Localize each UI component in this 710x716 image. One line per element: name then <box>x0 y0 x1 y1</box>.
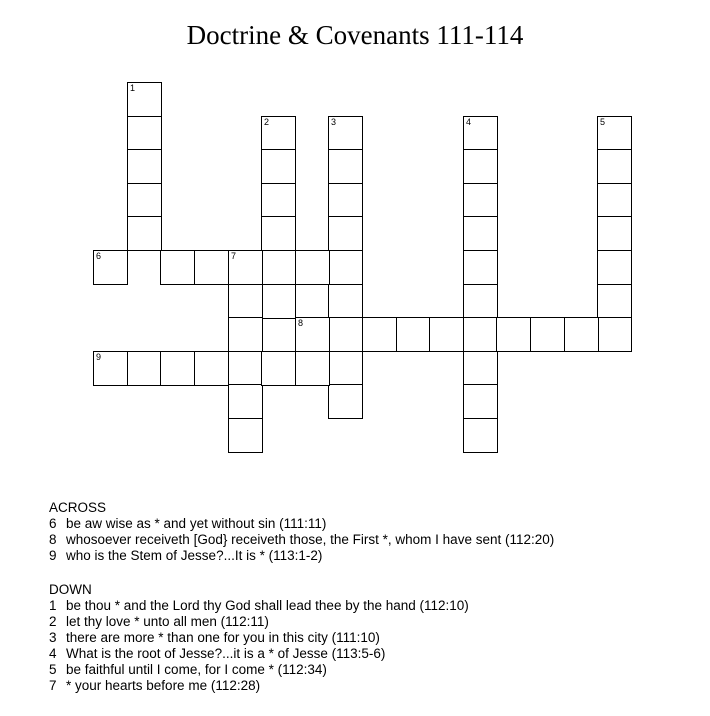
crossword-cell[interactable] <box>228 418 263 453</box>
clue-text: who is the Stem of Jesse?...It is * (113:1-2) <box>66 548 323 563</box>
crossword-cell[interactable] <box>396 317 431 352</box>
down-clues <box>49 582 469 694</box>
cell-number: 3 <box>331 117 337 127</box>
cell-number: 5 <box>600 117 606 127</box>
crossword-cell[interactable] <box>597 317 632 352</box>
crossword-cell[interactable] <box>194 351 229 386</box>
crossword-cell[interactable] <box>463 384 498 419</box>
crossword-cell[interactable] <box>429 317 464 352</box>
crossword-cell[interactable] <box>328 317 363 352</box>
crossword-cell[interactable] <box>127 149 162 184</box>
crossword-cell[interactable] <box>295 351 330 386</box>
crossword-cell[interactable] <box>597 250 632 285</box>
crossword-cell[interactable] <box>127 116 162 151</box>
crossword-cell[interactable] <box>127 216 162 251</box>
cell-number: 2 <box>264 117 270 127</box>
crossword-cell[interactable] <box>93 351 128 386</box>
clue-text: be aw wise as * and yet without sin (111:11) <box>66 516 327 531</box>
crossword-cell[interactable] <box>597 149 632 184</box>
clue-number: 6 <box>49 516 57 531</box>
crossword-cell[interactable] <box>328 183 363 218</box>
crossword-cell[interactable] <box>463 351 498 386</box>
cell-number: 6 <box>96 251 102 261</box>
crossword-cell[interactable] <box>463 284 498 319</box>
clue-number: 7 <box>49 678 57 693</box>
clue-row <box>49 614 469 630</box>
page-title: Doctrine & Covenants 111-114 <box>186 20 524 50</box>
crossword-cell[interactable] <box>228 284 263 319</box>
clue-row <box>49 532 554 548</box>
crossword-cell[interactable] <box>597 216 632 251</box>
clue-row <box>49 678 469 694</box>
crossword-cell[interactable] <box>93 250 128 285</box>
crossword-cell[interactable] <box>530 317 565 352</box>
crossword-cell[interactable] <box>261 116 296 151</box>
cell-number: 9 <box>96 352 102 362</box>
crossword-cell[interactable] <box>463 317 498 352</box>
clue-text: there are more * than one for you in this city (111:10) <box>66 630 380 645</box>
crossword-cell[interactable] <box>328 384 363 419</box>
clue-number: 1 <box>49 598 57 613</box>
clue-row <box>49 630 469 646</box>
crossword-cell[interactable] <box>127 183 162 218</box>
crossword-cell[interactable] <box>228 351 263 386</box>
clue-number: 5 <box>49 662 57 677</box>
clue-text: be thou * and the Lord thy God shall lead thee by the hand (112:10) <box>66 598 469 613</box>
crossword-cell[interactable] <box>261 284 296 319</box>
cell-number: 8 <box>298 318 304 328</box>
crossword-cell[interactable] <box>328 250 363 285</box>
crossword-cell[interactable] <box>564 317 599 352</box>
crossword-cell[interactable] <box>160 250 195 285</box>
crossword-cell[interactable] <box>463 250 498 285</box>
crossword-cell[interactable] <box>228 250 263 285</box>
clue-text: * your hearts before me (112:28) <box>66 678 261 693</box>
clue-number: 9 <box>49 548 57 563</box>
clue-number: 3 <box>49 630 57 645</box>
crossword-cell[interactable] <box>496 317 531 352</box>
crossword-cell[interactable] <box>228 317 263 352</box>
crossword-cell[interactable] <box>463 116 498 151</box>
crossword-cell[interactable] <box>328 351 363 386</box>
crossword-cell[interactable] <box>597 183 632 218</box>
cell-number: 1 <box>130 83 136 93</box>
clue-text: What is the root of Jesse?...it is a * of Jesse (113:5-6) <box>66 646 386 661</box>
clue-row <box>49 662 469 678</box>
clue-number: 4 <box>49 646 57 661</box>
crossword-cell[interactable] <box>328 284 363 319</box>
clue-number: 8 <box>49 532 57 547</box>
crossword-cell[interactable] <box>328 216 363 251</box>
cell-number: 7 <box>231 251 237 261</box>
crossword-cell[interactable] <box>328 149 363 184</box>
across-clues <box>49 500 554 564</box>
crossword-cell[interactable] <box>261 216 296 251</box>
clue-row <box>49 516 554 532</box>
crossword-cell[interactable] <box>127 82 162 117</box>
clue-row <box>49 598 469 614</box>
crossword-cell[interactable] <box>261 351 296 386</box>
clue-number: 2 <box>49 614 57 629</box>
crossword-cell[interactable] <box>362 317 397 352</box>
crossword-cell[interactable] <box>261 149 296 184</box>
crossword-cell[interactable] <box>463 418 498 453</box>
clue-row <box>49 646 469 662</box>
crossword-cell[interactable] <box>261 183 296 218</box>
clue-text: whosoever receiveth [God} receiveth those, the First *, whom I have sent (112:20) <box>66 532 555 547</box>
cell-number: 4 <box>466 117 472 127</box>
clue-text: let thy love * unto all men (112:11) <box>66 614 269 629</box>
crossword-cell[interactable] <box>228 384 263 419</box>
crossword-cell[interactable] <box>463 183 498 218</box>
crossword-cell[interactable] <box>295 317 330 352</box>
clue-text: be faithful until I come, for I come * (112:34) <box>66 662 327 677</box>
crossword-cell[interactable] <box>597 116 632 151</box>
crossword-cell[interactable] <box>160 351 195 386</box>
clue-row <box>49 548 554 564</box>
across-heading: ACROSS <box>49 500 107 515</box>
crossword-cell[interactable] <box>597 284 632 319</box>
crossword-cell[interactable] <box>127 351 162 386</box>
crossword-cell[interactable] <box>463 149 498 184</box>
crossword-cell[interactable] <box>194 250 229 285</box>
down-heading: DOWN <box>49 582 92 597</box>
crossword-cell[interactable] <box>463 216 498 251</box>
crossword-cell[interactable] <box>328 116 363 151</box>
crossword-cell[interactable] <box>295 250 330 285</box>
crossword-cell[interactable] <box>261 250 296 285</box>
